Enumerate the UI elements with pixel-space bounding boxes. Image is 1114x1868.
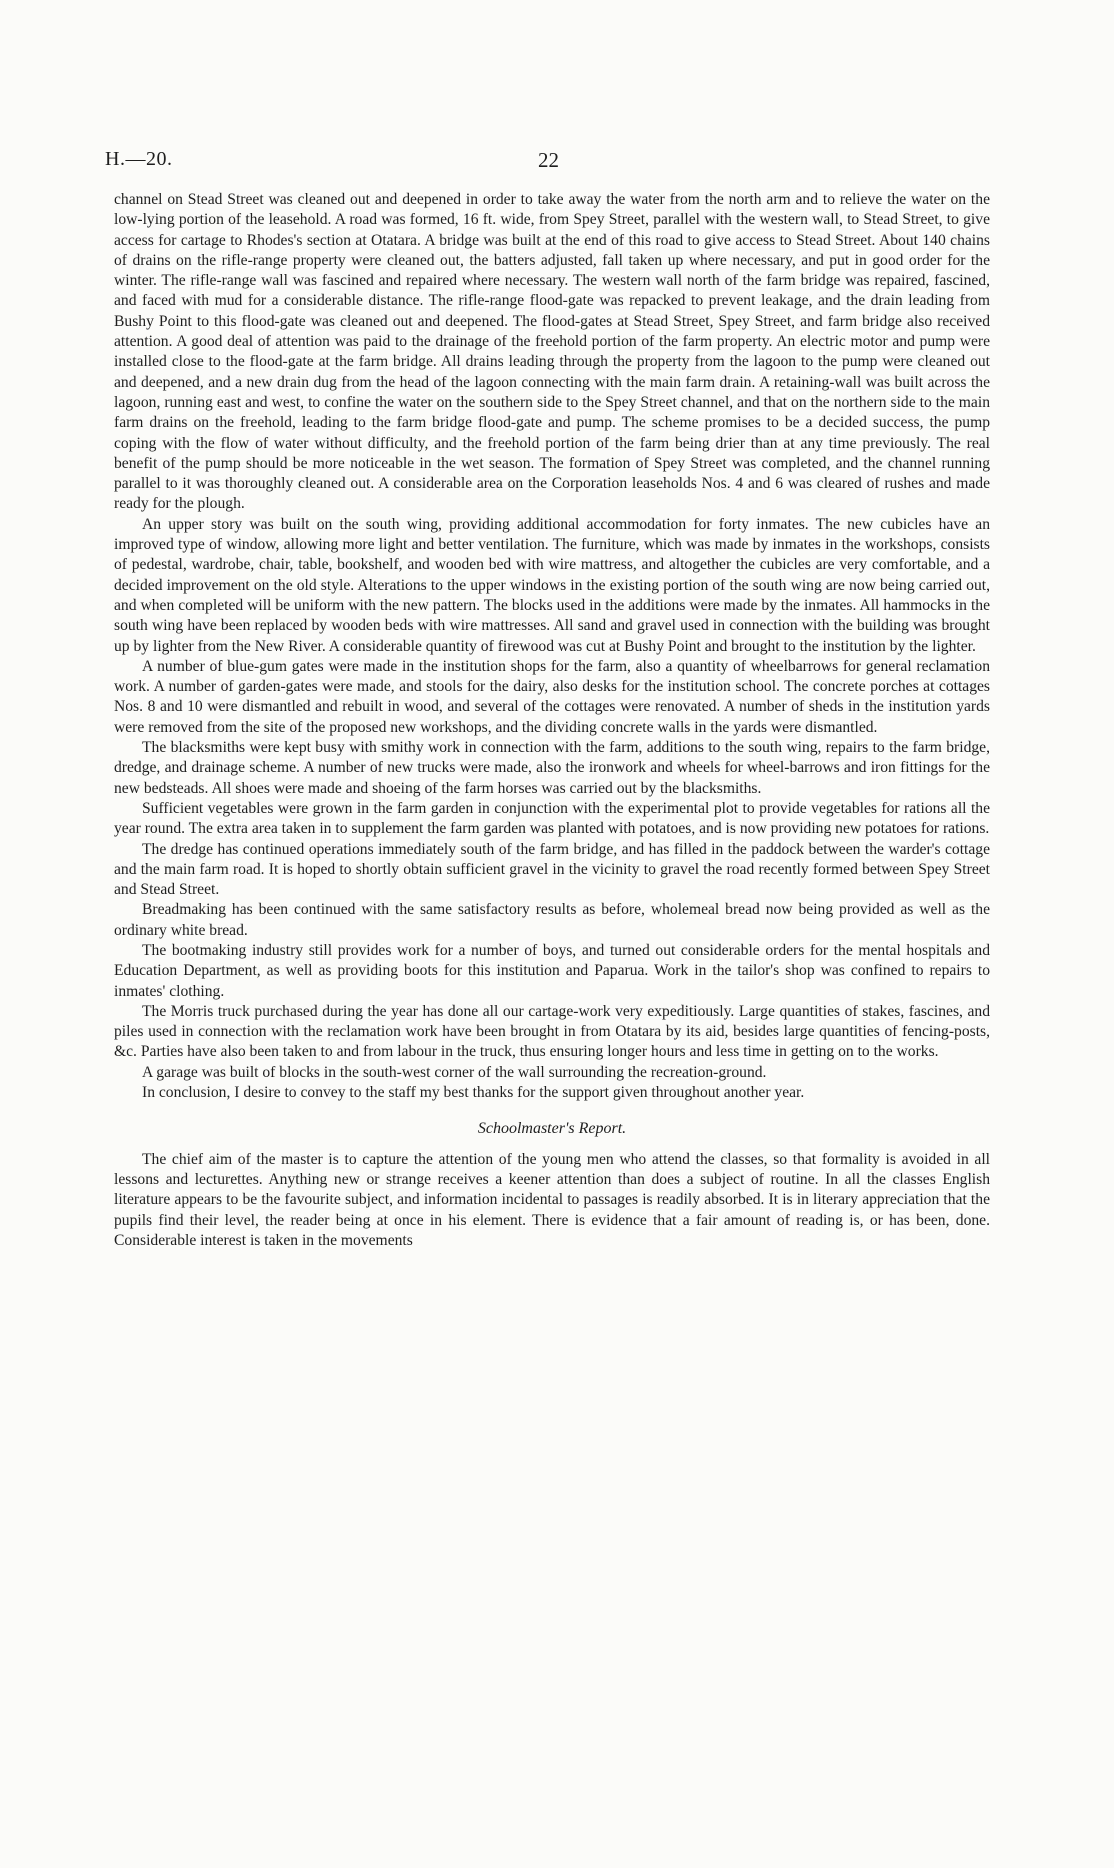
- paragraph-bootmaking: The bootmaking industry still provides work for a number of boys, and turned out considerable orders for the mental hospitals and Education Department, as well as providing boots for this institution and Paparua. Work in the tailor's shop was confined to repairs to inmates' clothing.: [114, 941, 990, 1000]
- paragraph-south-wing: An upper story was built on the south wing, providing additional accommodation for forty inmates. The new cubicles have an improved type of window, allowing more light and better ventilation. The furniture, which was made by inmates in the workshops, consists of pedestal, wardrobe, chair, table, bookshelf, and wooden bed with wire mattress, and altogether the cubicles are very comfortable, and a decided improvement on the old style. Alterations to the upper windows in the existing portion of the south wing are now being carried out, and when completed will be uniform with the new pattern. The blocks used in the additions were made by the inmates. All hammocks in the south wing have been replaced by wooden beds with wire mattresses. All sand and gravel used in connection with the building was brought up by lighter from the New River. A considerable quantity of firewood was cut at Bushy Point and brought to the institution by the lighter.: [114, 515, 990, 655]
- paragraph-drainage: channel on Stead Street was cleaned out and deepened in order to take away the water from the north arm and to relieve the water on the low-lying portion of the leasehold. A road was formed, 16 ft. wide, from Spey Street, parallel with the western wall, to Stead Street, to give access for cartage to Rhodes's section at Otatara. A bridge was built at the end of this road to give access to Stead Street. About 140 chains of drains on the rifle-range property were cleaned out, the batters adjusted, fall taken up where necessary, and put in good order for the winter. The rifle-range wall was fascined and repaired where necessary. The western wall north of the farm bridge was repaired, fascined, and faced with mud for a considerable distance. The rifle-range flood-gate was repacked to prevent leakage, and the drain leading from Bushy Point to this flood-gate was cleaned out and deepened. The flood-gates at Stead Street, Spey Street, and farm bridge also received attention. A good deal of attention was paid to the drainage of the freehold portion of the farm property. An electric motor and pump were installed close to the flood-gate at the farm bridge. All drains leading through the property from the lagoon to the pump were cleaned out and deepened, and a new drain dug from the head of the lagoon connecting with the main farm drain. A retaining-wall was built across the lagoon, running east and west, to confine the water on the southern side to the Spey Street channel, and that on the northern side to the main farm drains on the freehold, leading to the farm bridge flood-gate and pump. The scheme promises to be a decided success, the pump coping with the flow of water without difficulty, and the freehold portion of the farm being drier than at any time previously. The real benefit of the pump should be more noticeable in the wet season. The formation of Spey Street was completed, and the channel running parallel to it was thoroughly cleaned out. A considerable area on the Corporation leaseholds Nos. 4 and 6 was cleared of rushes and made ready for the plough.: [114, 191, 990, 513]
- page-number: 22: [538, 148, 559, 172]
- paragraph-garage: A garage was built of blocks in the south-west corner of the wall surrounding the recreation-ground.: [142, 1063, 767, 1081]
- paragraph-conclusion: In conclusion, I desire to convey to the staff my best thanks for the support given throughout another year.: [142, 1084, 805, 1102]
- paragraph-blacksmiths: The blacksmiths were kept busy with smithy work in connection with the farm, additions to the south wing, repairs to the farm bridge, dredge, and drainage scheme. A number of new trucks were made, also the ironwork and wheels for wheel-barrows and iron fittings for the new bedsteads. All shoes were made and shoeing of the farm horses was carried out by the blacksmiths.: [114, 739, 990, 797]
- section-title: Schoolmaster's Report.: [477, 1120, 627, 1138]
- paragraph-truck: The Morris truck purchased during the year has done all our cartage-work very expeditiously. Large quantities of stakes, fascines, and piles used in connection with the reclamation work have been brought in from Otatara by its aid, besides large quantities of fencing-posts, &c. Parties have also been taken to and from labour in the truck, thus ensuring longer hours and less time in getting on to the works.: [114, 1002, 990, 1061]
- paragraph-dredge: The dredge has continued operations immediately south of the farm bridge, and has filled in the paddock between the warder's cottage and the main farm road. It is hoped to shortly obtain sufficient gravel in the vicinity to gravel the road recently formed between Spey Street and Stead Street.: [114, 840, 990, 899]
- paragraph-breadmaking: Breadmaking has been continued with the same satisfactory results as before, wholemeal bread now being provided as well as the ordinary white bread.: [114, 901, 990, 939]
- paragraph-workshops: A number of blue-gum gates were made in the institution shops for the farm, also a quantity of wheelbarrows for general reclamation work. A number of garden-gates were made, and stools for the dairy, also desks for the institution school. The concrete porches at cottages Nos. 8 and 10 were dismantled and rebuilt in wood, and several of the cottages were renovated. A number of sheds in the institution yards were removed from the site of the proposed new workshops, and the dividing concrete walls in the yards were dismantled.: [114, 657, 990, 736]
- paragraph-vegetables: Sufficient vegetables were grown in the farm garden in conjunction with the experimental plot to provide vegetables for rations all the year round. The extra area taken in to supplement the farm garden was planted with potatoes, and is now providing new potatoes for rations.: [114, 799, 990, 838]
- paragraph-schoolmaster: The chief aim of the master is to capture the attention of the young men who attend the classes, so that formality is avoided in all lessons and lecturettes. Anything new or strange receives a keener attention than does a subject of routine. In all the classes English literature appears to be the favourite subject, and information incidental to passages is readily absorbed. It is in literary appreciation that the pupils find their level, the reader being at once in his element. There is evidence that a fair amount of reading is, or has been, done. Considerable interest is taken in the movements: [114, 1150, 990, 1249]
- body-text: [114, 190, 990, 1251]
- document-reference: H.—20.: [105, 148, 173, 170]
